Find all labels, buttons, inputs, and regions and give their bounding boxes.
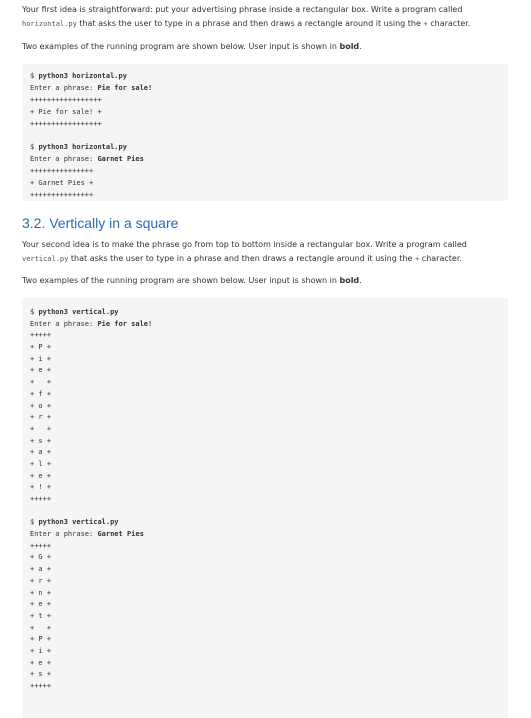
enter-prompt: Enter a phrase: xyxy=(30,319,98,328)
output-line: + i + xyxy=(30,354,52,363)
output-line: + P + xyxy=(30,635,52,644)
output-line: + ! + xyxy=(30,483,52,492)
user-input: Garnet Pies xyxy=(97,155,144,164)
output-line: + + xyxy=(30,424,52,433)
enter-line xyxy=(30,529,500,541)
output-line: + e + xyxy=(30,366,52,375)
output-line: + a + xyxy=(30,448,52,457)
intro-text-cont: that asks the user to type in a phrase and then draws a rectangle around it using the xyxy=(76,19,424,28)
output-line: + n + xyxy=(30,588,52,597)
output-line: + + xyxy=(30,378,52,387)
command-line xyxy=(30,517,500,529)
command: python3 vertical.py xyxy=(38,308,119,316)
inline-code-plus: + xyxy=(423,20,428,28)
prompt: $ xyxy=(30,308,39,316)
intro-text: Your first idea is straightforward: put your advertising phrase inside a rectangular box. Write a program called xyxy=(22,5,463,14)
output-line: + l + xyxy=(30,459,52,468)
enter-prompt: Enter a phrase: xyxy=(30,530,98,539)
output-line: + Garnet Pies + xyxy=(30,179,94,188)
code-block-horizontal xyxy=(22,64,508,201)
output-line: + P + xyxy=(30,343,52,352)
code-block-vertical xyxy=(22,298,508,718)
output-line: +++++ xyxy=(30,541,52,550)
command: python3 horizontal.py xyxy=(38,143,127,152)
section-heading: 3.2. Vertically in a square xyxy=(22,215,179,231)
inline-code-vertical: vertical.py xyxy=(22,255,69,263)
intro-paragraph-1 xyxy=(22,3,508,31)
section-text: Your second idea is to make the phrase go from top to bottom inside a rectangular box. Write a program called xyxy=(22,240,467,249)
command: python3 vertical.py xyxy=(38,518,119,527)
output-line: + s + xyxy=(30,436,52,445)
output-line: + e + xyxy=(30,658,52,667)
intro-examples-text: Two examples of the running program are shown below. User input is shown in xyxy=(22,42,340,51)
output-line: + e + xyxy=(30,600,52,609)
enter-line xyxy=(30,154,500,166)
output-line: + s + xyxy=(30,670,52,679)
enter-prompt: Enter a phrase: xyxy=(30,83,98,92)
period: . xyxy=(359,42,362,51)
bold-word: bold xyxy=(339,276,360,285)
intro-text-end: character. xyxy=(427,19,471,28)
output-line: + o + xyxy=(30,401,52,410)
output-line: + e + xyxy=(30,471,52,480)
section-text-end: character. xyxy=(419,254,462,263)
output-line: + f + xyxy=(30,389,52,398)
prompt: $ xyxy=(30,72,39,80)
user-input: Garnet Pies xyxy=(97,530,144,539)
output-line: + a + xyxy=(30,565,52,574)
section-text-cont: that asks the user to type in a phrase and then draws a rectangle around it using the xyxy=(68,254,416,263)
output-line: + r + xyxy=(30,576,52,585)
output-line: +++++ xyxy=(30,331,52,340)
enter-line xyxy=(30,83,500,95)
inline-code-horizontal: horizontal.py xyxy=(22,20,77,28)
prompt: $ xyxy=(30,518,39,527)
command-line xyxy=(30,307,500,319)
document-page xyxy=(22,0,508,718)
output-line: + r + xyxy=(30,413,52,422)
inline-code-plus: + xyxy=(415,255,420,263)
command-line xyxy=(30,71,500,83)
bold-word: bold xyxy=(339,42,360,51)
user-input: Pie for sale! xyxy=(97,319,153,328)
output-line: +++++++++++++++++ xyxy=(30,95,102,104)
output-line: +++++++++++++++++ xyxy=(30,119,102,128)
output-line: +++++ xyxy=(30,495,52,503)
output-line: +++++++++++++++ xyxy=(30,167,94,176)
prompt: $ xyxy=(30,143,39,152)
period: . xyxy=(359,276,362,285)
command: python3 horizontal.py xyxy=(38,72,127,80)
intro-paragraph-2 xyxy=(22,40,508,54)
output-line: + G + xyxy=(30,553,52,562)
enter-line xyxy=(30,319,500,331)
section-paragraph-1 xyxy=(22,238,508,266)
enter-prompt: Enter a phrase: xyxy=(30,155,98,164)
user-input: Pie for sale! xyxy=(97,83,153,92)
output-line: + Pie for sale! + xyxy=(30,107,102,116)
output-line: + i + xyxy=(30,646,52,655)
section-examples-text: Two examples of the running program are shown below. User input is shown in xyxy=(22,276,340,285)
output-line: + + xyxy=(30,623,52,632)
output-line: + t + xyxy=(30,611,52,620)
section-paragraph-2 xyxy=(22,274,508,288)
command-line xyxy=(30,142,500,154)
output-line: +++++++++++++++ xyxy=(30,190,94,199)
output-line: +++++ xyxy=(30,682,52,690)
